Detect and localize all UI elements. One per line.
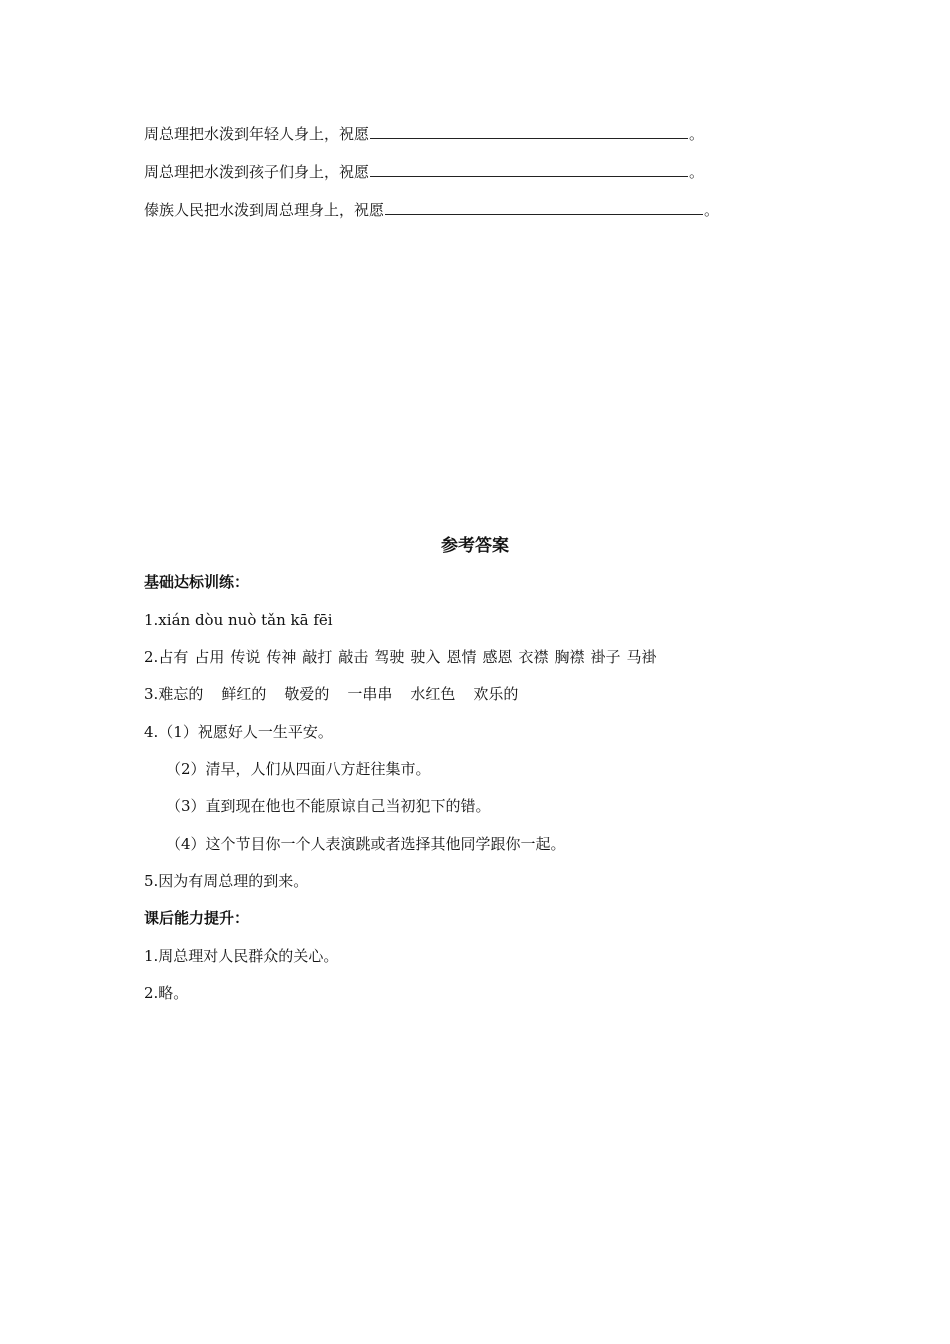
answer-4-1: 4.（1）祝愿好人一生平安。 [144,723,333,741]
answer-word: 褂子 [590,648,621,666]
advanced-answer-2: 2.略。 [144,984,189,1002]
answer-word: 水红色 [410,685,456,703]
answer-word: 马褂 [626,648,657,666]
word-list [158,648,662,666]
question-text: 周总理把水泼到孩子们身上，祝愿 [144,163,370,181]
answer-word: 驾驶 [374,648,405,666]
answer-word: 敲打 [302,648,333,666]
sentence-end: 。 [704,201,720,219]
answer-word: 敲击 [338,648,369,666]
answer-1: 1.xián dòu nuò tǎn kā fēi [144,611,333,629]
answer-number: 3. [144,685,159,703]
sentence-end: 。 [689,163,705,181]
answer-2 [144,647,663,667]
answer-word: 敬爱的 [284,685,330,703]
answer-word: 欢乐的 [473,685,519,703]
question-text: 傣族人民把水泼到周总理身上，祝愿 [144,201,385,219]
answer-4-4: （4）这个节目你一个人表演跳或者选择其他同学跟你一起。 [166,835,566,853]
answer-blank[interactable] [370,162,688,177]
answer-number: 2. [144,648,159,666]
answer-word: 恩情 [446,648,477,666]
answer-4-3: （3）直到现在他也不能原谅自己当初犯下的错。 [166,797,491,815]
answer-3 [144,684,536,704]
answer-word: 鲜红的 [221,685,267,703]
answer-word: 驶入 [410,648,441,666]
answer-word: 感恩 [482,648,513,666]
answer-5: 5.因为有周总理的到来。 [144,872,309,890]
answer-word: 传说 [230,648,261,666]
answer-word: 一串串 [347,685,393,703]
question-line-1 [144,124,704,144]
answer-word: 衣襟 [518,648,549,666]
sentence-end: 。 [689,125,705,143]
question-line-3 [144,200,719,220]
answer-word: 占有 [158,648,189,666]
word-list [158,685,536,703]
advanced-answer-1: 1.周总理对人民群众的关心。 [144,947,339,965]
question-line-2 [144,162,704,182]
basic-section-title: 基础达标训练： [144,573,250,591]
answer-word: 难忘的 [158,685,204,703]
answer-word: 胸襟 [554,648,585,666]
question-text: 周总理把水泼到年轻人身上，祝愿 [144,125,370,143]
advanced-section-title: 课后能力提升： [144,909,250,927]
answer-blank[interactable] [370,124,688,139]
answer-word: 占用 [194,648,225,666]
answers-title: 参考答案 [441,536,509,556]
answer-word: 传神 [266,648,297,666]
answer-blank[interactable] [385,200,703,215]
answer-4-2: （2）清早，人们从四面八方赶往集市。 [166,760,431,778]
